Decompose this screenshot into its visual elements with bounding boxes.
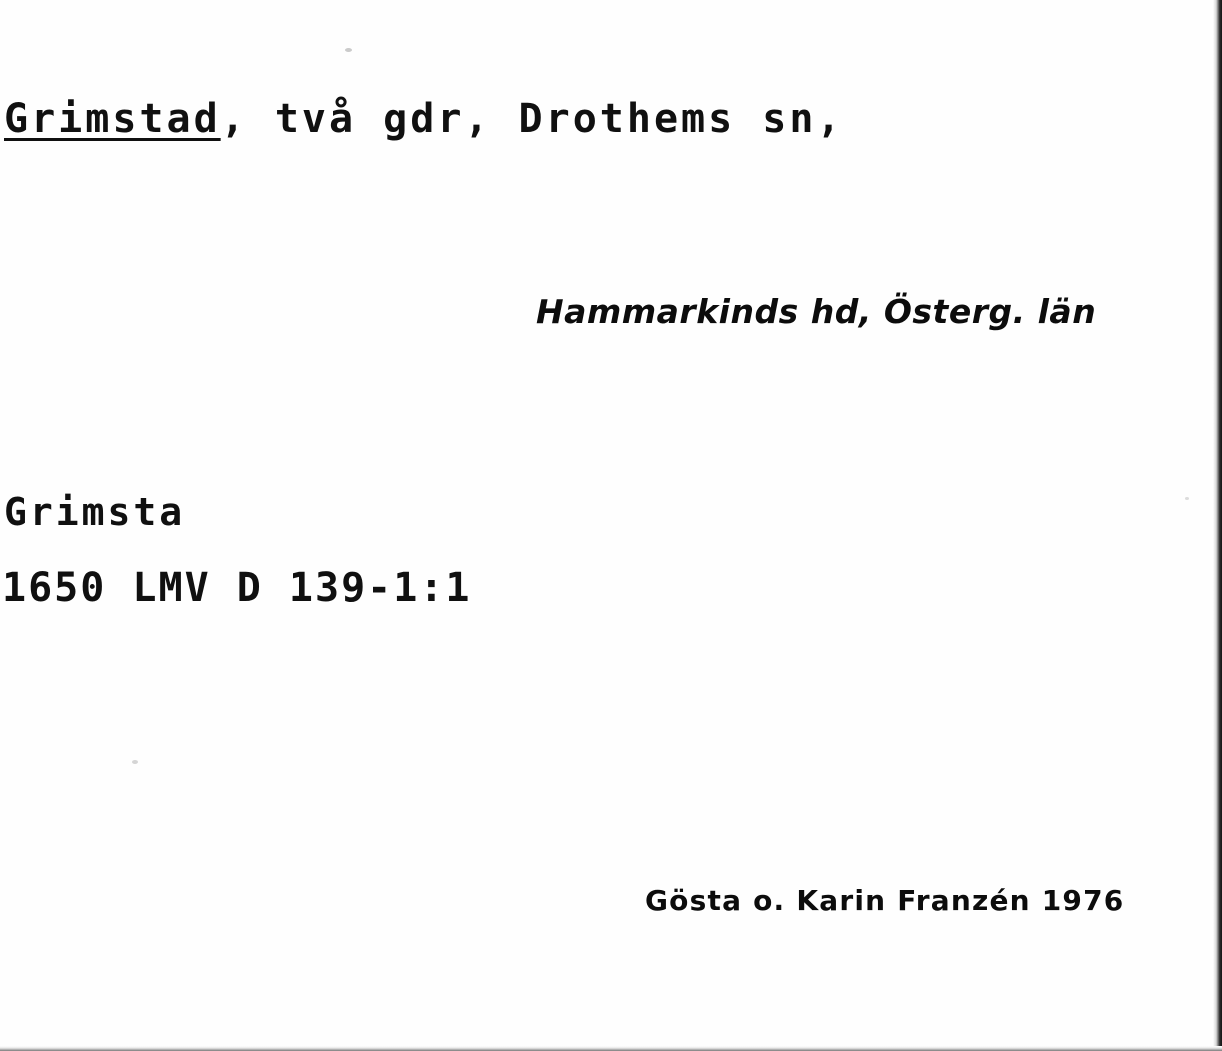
district-line: Hammarkinds hd, Österg. län — [536, 292, 1097, 331]
headword-line — [4, 96, 844, 142]
source-reference: 1650 LMV D 139-1:1 — [2, 565, 472, 611]
place-name: Grimsta — [4, 490, 186, 534]
page-bottom-edge — [0, 1046, 1222, 1051]
paper-speck — [345, 48, 352, 52]
page-right-edge — [1213, 0, 1222, 1051]
headword-term: Grimstad — [4, 96, 221, 142]
credit-line: Gösta o. Karin Franzén 1976 — [645, 884, 1125, 917]
paper-speck — [1185, 497, 1189, 500]
paper-speck — [132, 760, 138, 764]
headword-rest: , två gdr, Drothems sn, — [220, 96, 844, 142]
